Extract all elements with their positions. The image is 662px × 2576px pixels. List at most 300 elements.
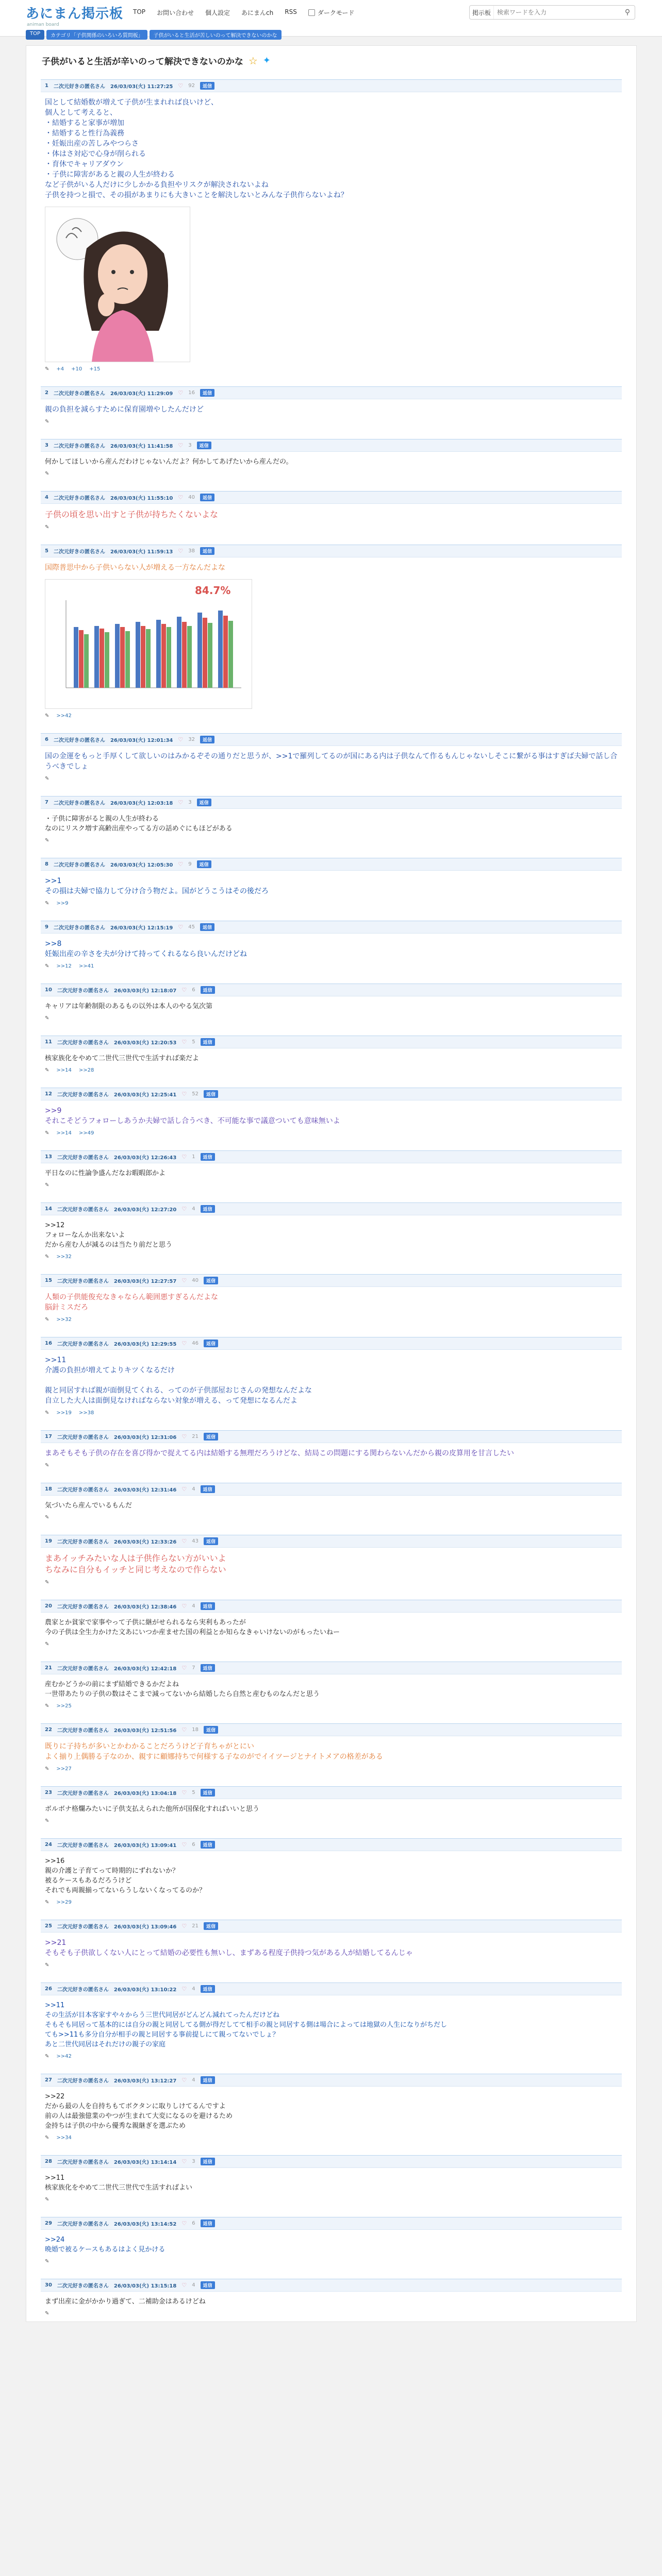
post-date: 26/03/03(火) 12:27:20 [113, 1207, 177, 1213]
post-number[interactable]: 1 [45, 83, 48, 89]
reply-anchor-link[interactable]: >>41 [78, 963, 94, 969]
post-date: 26/03/03(火) 11:29:09 [110, 391, 173, 397]
post-footer [41, 1511, 622, 1526]
like-count: 46 [192, 1341, 198, 1346]
post-date: 26/03/03(火) 13:10:22 [113, 1987, 177, 1993]
heart-icon[interactable]: ♡ [178, 799, 184, 806]
post [26, 1337, 636, 1421]
share-icon[interactable]: ✎ [45, 524, 49, 530]
post-date: 26/03/03(火) 13:12:27 [113, 2078, 177, 2084]
post-date: 26/03/03(火) 12:51:56 [113, 1728, 177, 1734]
post-author: 二次元好きの匿名さん [57, 2160, 109, 2165]
post-author: 二次元好きの匿名さん [57, 1092, 109, 1098]
post-line: ・体はさ対応で心身が削られる [45, 150, 146, 158]
heart-icon[interactable]: ♡ [178, 82, 184, 89]
reply-button[interactable]: 返信 [204, 1433, 218, 1440]
reply-button[interactable]: 返信 [201, 2281, 215, 2289]
reply-button[interactable]: 返信 [197, 442, 211, 449]
post [26, 1662, 636, 1714]
share-icon[interactable]: ✎ [45, 2197, 49, 2202]
post-number[interactable]: 19 [45, 1538, 52, 1544]
heart-icon[interactable]: ♡ [181, 1433, 187, 1440]
post [26, 2217, 636, 2269]
chart-bar [146, 629, 151, 688]
post-number[interactable]: 6 [45, 737, 48, 742]
darkmode-toggle[interactable] [308, 8, 355, 17]
post-date: 26/03/03(火) 13:15:18 [113, 2283, 177, 2289]
share-icon[interactable]: ✎ [45, 1818, 49, 1824]
post-number[interactable]: 17 [45, 1434, 52, 1439]
post-number[interactable]: 27 [45, 2077, 52, 2083]
post-line: まず出産に金がかかり過ぎて、二補助金はあるけどね [45, 2298, 206, 2306]
search-input[interactable] [494, 9, 620, 16]
post-date: 26/03/03(火) 12:29:55 [113, 1342, 177, 1347]
post-line: ちなみに自分もイッチと同じ考えなので作らない [45, 1565, 226, 1574]
post-number[interactable]: 21 [45, 1665, 52, 1671]
reply-anchor-link[interactable]: >>34 [56, 2135, 72, 2141]
breadcrumb-thread[interactable]: 子供がいると生活が苦しいのって解決できないのかな [150, 30, 282, 40]
post-line: ・結婚すると性行為義務 [45, 129, 124, 138]
reply-anchor-link[interactable]: +15 [89, 366, 101, 372]
reply-anchor-link[interactable]: >>49 [78, 1130, 94, 1136]
share-icon[interactable]: ✎ [45, 2135, 49, 2141]
post-number[interactable]: 25 [45, 1923, 52, 1929]
share-icon[interactable]: ✎ [45, 1254, 49, 1260]
post-author: 二次元好きの匿名さん [57, 2222, 109, 2227]
post-line: なのにリスク増す高齢出産やってる方の話めぐにもほどがある [45, 825, 233, 833]
like-count: 4 [192, 2077, 195, 2083]
post-header [41, 79, 622, 92]
heart-icon[interactable]: ♡ [181, 1206, 187, 1212]
post-header [41, 491, 622, 504]
post-line: >>11 [45, 1356, 67, 1364]
share-icon[interactable]: ✎ [45, 713, 49, 719]
heart-icon[interactable]: ♡ [181, 1039, 187, 1045]
post-date: 26/03/03(火) 12:31:46 [113, 1487, 177, 1493]
post-line: ボルボナ格爛みたいに子供支払えられた他所が国保化すればいいと思う [45, 1805, 260, 1813]
post-number[interactable]: 11 [45, 1039, 52, 1045]
post-body [41, 92, 622, 200]
nav-rss[interactable]: RSS [285, 8, 297, 15]
heart-icon[interactable]: ♡ [181, 1091, 187, 1097]
post-author: 二次元好きの匿名さん [57, 1435, 109, 1440]
post-body [41, 1933, 622, 1958]
like-count: 5 [192, 1039, 195, 1045]
search-scope-button[interactable]: 掲示板 [470, 6, 494, 19]
post-chart-image[interactable] [45, 579, 252, 709]
post-header [41, 1202, 622, 1215]
post-line: そもそも子供欲しくない人にとって結婚の必要性も無いし、まずある程度子供持つ気がある人が結婚してるんじゃ [45, 1949, 413, 1957]
share-icon[interactable]: ✎ [45, 1130, 49, 1136]
post-footer [41, 1250, 622, 1265]
post-line: 平日なのに性論争盛んだなお暇暇郎かよ [45, 1170, 166, 1177]
heart-icon[interactable]: ♡ [181, 1789, 187, 1796]
reply-anchor-link[interactable]: >>12 [56, 963, 72, 969]
post [26, 1150, 636, 1193]
share-icon[interactable]: ✎ [45, 366, 49, 372]
heart-icon[interactable]: ♡ [181, 1726, 187, 1733]
reply-button[interactable]: 返信 [204, 1726, 218, 1734]
reply-anchor-link[interactable]: >>9 [56, 901, 69, 906]
post-line: 一世帯あたりの子供の数はそこまで減ってないから結婚したら自然と産むものなんだと思う [45, 1690, 320, 1698]
post-header [41, 1723, 622, 1736]
reply-anchor-link[interactable]: +4 [56, 366, 64, 372]
like-count: 21 [192, 1923, 198, 1929]
share-icon[interactable]: ✎ [45, 1410, 49, 1416]
post [26, 1274, 636, 1328]
share-icon[interactable]: ✎ [45, 419, 49, 425]
share-icon[interactable]: ✎ [45, 2054, 49, 2059]
reply-anchor-link[interactable]: >>42 [56, 2054, 72, 2059]
post-header [41, 1274, 622, 1287]
post-line: 国際普思中から子供いらない人が増える一方なんだよな [45, 564, 225, 572]
nav-animanch[interactable]: あにまんch [241, 9, 274, 16]
site-logo[interactable] [26, 3, 123, 27]
post-footer [41, 2131, 622, 2146]
post-number[interactable]: 14 [45, 1206, 52, 1212]
share-icon[interactable]: ✎ [45, 1962, 49, 1968]
reply-button[interactable]: 返信 [201, 1664, 215, 1672]
heart-icon[interactable]: ♡ [181, 987, 187, 993]
post-body [41, 934, 622, 959]
share-icon[interactable]: ✎ [45, 1580, 49, 1585]
reply-anchor-link[interactable]: >>14 [56, 1130, 72, 1136]
post [26, 2279, 636, 2321]
reply-anchor-link[interactable]: >>29 [56, 1900, 72, 1905]
post-number[interactable]: 12 [45, 1091, 52, 1097]
reply-button[interactable]: 返信 [200, 923, 214, 931]
share-icon[interactable]: ✎ [45, 901, 49, 906]
reply-button[interactable]: 返信 [204, 1537, 218, 1545]
share-icon[interactable]: ✎ [45, 1703, 49, 1709]
heart-icon[interactable]: ♡ [178, 924, 184, 930]
post-author: 二次元好きの匿名さん [57, 1279, 109, 1284]
chart-bar [228, 621, 233, 688]
svg-text:84.7%: 84.7% [195, 584, 231, 597]
heart-icon[interactable]: ♡ [181, 1841, 187, 1848]
post-list [26, 79, 636, 2321]
post-header [41, 1838, 622, 1851]
post-date: 26/03/03(火) 12:03:18 [110, 801, 173, 806]
post-body [41, 557, 622, 573]
post-line: だから産む人が減るのは当たり前だと思う [45, 1241, 173, 1249]
post-header [41, 1920, 622, 1933]
like-count: 1 [192, 1154, 195, 1160]
reply-anchor-link[interactable]: >>38 [78, 1410, 94, 1416]
nav-settings[interactable]: 個人設定 [205, 9, 230, 16]
reply-button[interactable]: 返信 [204, 1277, 218, 1284]
reply-button[interactable]: 返信 [201, 2219, 215, 2227]
post-header [41, 545, 622, 557]
reply-button[interactable]: 返信 [201, 1602, 215, 1610]
post-number[interactable]: 13 [45, 1154, 52, 1160]
heart-icon[interactable]: ♡ [178, 736, 184, 743]
heart-icon[interactable]: ♡ [181, 1603, 187, 1609]
post-number[interactable]: 7 [45, 800, 48, 805]
share-icon[interactable]: ✎ [45, 2259, 49, 2264]
post-line: ・結婚すると家事が増加 [45, 119, 124, 127]
post-author: 二次元好きの匿名さん [57, 1987, 109, 1993]
reply-button[interactable]: 返信 [204, 1340, 218, 1347]
share-icon[interactable]: ✎ [45, 1766, 49, 1772]
post [26, 858, 636, 911]
post-author: 二次元好きの匿名さん [57, 1924, 109, 1930]
post-number[interactable]: 2 [45, 390, 48, 396]
heart-icon[interactable]: ♡ [181, 2158, 187, 2165]
post-author: 二次元好きの匿名さん [57, 1728, 109, 1734]
heart-icon[interactable]: ♡ [181, 1923, 187, 1929]
reply-button[interactable]: 返信 [200, 82, 214, 90]
post-footer [41, 1958, 622, 1973]
post [26, 1982, 636, 2064]
reply-button[interactable]: 返信 [201, 1985, 215, 1993]
like-count: 4 [192, 1206, 195, 1212]
chart-bar [208, 623, 212, 688]
post-header [41, 439, 622, 452]
reply-button[interactable]: 返信 [201, 1153, 215, 1161]
reply-anchor-link[interactable]: >>42 [56, 713, 72, 719]
heart-icon[interactable]: ♡ [181, 1340, 187, 1347]
post-footer [41, 1637, 622, 1652]
post-date: 26/03/03(火) 11:27:25 [110, 84, 173, 90]
reply-button[interactable]: 返信 [200, 547, 214, 555]
post-number[interactable]: 18 [45, 1486, 52, 1492]
post-line: >>22 [45, 2093, 65, 2100]
share-icon[interactable]: ✎ [45, 1641, 49, 1647]
heart-icon[interactable]: ♡ [181, 1665, 187, 1671]
post-footer [41, 959, 622, 974]
post-header [41, 1036, 622, 1048]
post-header [41, 733, 622, 746]
post-header [41, 1483, 622, 1496]
logo-subtext: animan board [27, 22, 59, 27]
reply-button[interactable]: 返信 [200, 389, 214, 397]
favorite-star-icon[interactable]: ☆ [248, 54, 258, 67]
chart-bar [84, 634, 89, 688]
like-count: 5 [192, 1790, 195, 1795]
post-author: 二次元好きの匿名さん [53, 84, 105, 90]
reply-anchor-link[interactable]: >>28 [78, 1067, 94, 1073]
post-number[interactable]: 23 [45, 1790, 52, 1795]
post-number[interactable]: 22 [45, 1727, 52, 1733]
reply-anchor-link[interactable]: >>25 [56, 1703, 72, 1709]
reply-button[interactable]: 返信 [200, 736, 214, 743]
like-count: 3 [188, 800, 192, 805]
chart-bar [218, 611, 223, 688]
heart-icon[interactable]: ♡ [181, 2220, 187, 2227]
post-line: ・子供に障害があると親の人生が終わる [45, 171, 175, 179]
share-icon[interactable]: ✎ [45, 1182, 49, 1188]
top-nav [133, 8, 354, 17]
darkmode-label: ダークモード [317, 9, 355, 16]
chart-bar [136, 622, 140, 688]
share-icon[interactable]: ✎ [45, 776, 49, 782]
like-count: 4 [192, 1603, 195, 1609]
post-date: 26/03/03(火) 12:18:07 [113, 988, 177, 994]
share-icon[interactable]: ✎ [45, 1900, 49, 1905]
share-icon[interactable]: ✎ [45, 838, 49, 843]
heart-icon[interactable]: ♡ [178, 389, 184, 396]
post [26, 1600, 636, 1652]
heart-icon[interactable]: ♡ [178, 861, 184, 868]
post-footer [41, 362, 622, 377]
reply-anchor-link[interactable]: >>19 [56, 1410, 72, 1416]
reply-anchor-link[interactable]: >>27 [56, 1766, 72, 1772]
site-header [0, 0, 662, 37]
post-header [41, 921, 622, 934]
post-number[interactable]: 28 [45, 2159, 52, 2164]
post-footer [41, 2049, 622, 2064]
post-line: 産むかどうかの前にまず結婚できるかだよね [45, 1681, 179, 1688]
reply-button[interactable]: 返信 [201, 2158, 215, 2165]
like-count: 18 [192, 1727, 198, 1733]
post-line: ・育休でキャリアダウン [45, 160, 124, 168]
post-body [41, 1215, 622, 1250]
post-line: 既りに子持ちが多いとかわかることだろうけど子育ちゃがとにい [45, 1742, 254, 1751]
post-author: 二次元好きの匿名さん [57, 1040, 109, 1046]
post [26, 1723, 636, 1777]
share-icon[interactable]: ✎ [45, 1067, 49, 1073]
twitter-share-icon[interactable]: ✦ [262, 55, 271, 66]
post-author: 二次元好きの匿名さん [57, 1539, 109, 1545]
post-line: 何かしてほしいから産んだわけじゃないんだよ？何かしてあげたいから産んだの。 [45, 458, 293, 466]
heart-icon[interactable]: ♡ [178, 442, 184, 449]
post-date: 26/03/03(火) 12:38:46 [113, 1604, 177, 1610]
chart-bar [141, 626, 145, 688]
heart-icon[interactable]: ♡ [181, 1486, 187, 1493]
reply-anchor-link[interactable]: >>32 [56, 1254, 72, 1260]
reply-anchor-link[interactable]: +10 [71, 366, 82, 372]
reply-button[interactable]: 返信 [201, 2076, 215, 2084]
post-author: 二次元好きの匿名さん [57, 988, 109, 994]
post-line: 個人として考えると、 [45, 109, 117, 117]
post-header [41, 386, 622, 399]
post-number[interactable]: 10 [45, 987, 52, 993]
post-line: >>11 [45, 2002, 65, 2009]
search-icon[interactable]: ⚲ [624, 8, 631, 16]
share-icon[interactable]: ✎ [45, 471, 49, 477]
post-body [41, 871, 622, 896]
reply-button[interactable]: 返信 [201, 1038, 215, 1046]
chart-bar [203, 618, 207, 688]
post-author: 二次元好きの匿名さん [57, 1843, 109, 1849]
post-header [41, 1535, 622, 1548]
heart-icon[interactable]: ♡ [181, 1154, 187, 1160]
post-author: 二次元好きの匿名さん [57, 1342, 109, 1347]
post [26, 545, 636, 724]
post-author: 二次元好きの匿名さん [53, 738, 105, 743]
heart-icon[interactable]: ♡ [181, 2077, 187, 2083]
share-icon[interactable]: ✎ [45, 1463, 49, 1468]
post-line: 晩婚で被るケースもあるはよく見かける [45, 2246, 166, 2253]
heart-icon[interactable]: ♡ [178, 494, 184, 501]
heart-icon[interactable]: ♡ [178, 548, 184, 554]
reply-button[interactable]: 返信 [197, 799, 211, 806]
heart-icon[interactable]: ♡ [181, 1277, 187, 1284]
share-icon[interactable]: ✎ [45, 1015, 49, 1021]
post-date: 26/03/03(火) 13:14:52 [113, 2222, 177, 2227]
breadcrumb-top[interactable]: TOP [26, 30, 44, 40]
darkmode-checkbox[interactable] [308, 9, 315, 16]
post [26, 386, 636, 430]
like-count: 40 [192, 1278, 198, 1283]
nav-top[interactable]: TOP [133, 8, 146, 15]
share-icon[interactable]: ✎ [45, 1317, 49, 1323]
post-footer [41, 772, 622, 787]
share-icon[interactable]: ✎ [45, 2311, 49, 2316]
breadcrumb-category[interactable]: カテゴリ「子供関係のいろいろ質問板」 [46, 30, 147, 40]
survey-bar-chart-illustration [45, 580, 252, 708]
post-number[interactable]: 4 [45, 495, 48, 500]
post [26, 2074, 636, 2146]
post-header [41, 1600, 622, 1613]
reply-button[interactable]: 返信 [201, 1485, 215, 1493]
like-count: 6 [192, 2221, 195, 2226]
share-icon[interactable]: ✎ [45, 963, 49, 969]
post-number[interactable]: 20 [45, 1603, 52, 1609]
post-footer [41, 709, 622, 724]
chart-bar [182, 622, 187, 688]
reply-button[interactable]: 返信 [204, 1090, 218, 1098]
reply-button[interactable]: 返信 [201, 986, 215, 994]
like-count: 16 [188, 390, 195, 396]
heart-icon[interactable]: ♡ [181, 2282, 187, 2289]
post-number[interactable]: 26 [45, 1986, 52, 1992]
post-line: 前の人は最強億業のやつが生まれて大変になるのを避けるため [45, 2112, 233, 2120]
reply-anchor-link[interactable]: >>32 [56, 1317, 72, 1323]
heart-icon[interactable]: ♡ [181, 1538, 187, 1545]
post-line: >>21 [45, 1939, 67, 1947]
post-number[interactable]: 3 [45, 443, 48, 448]
reply-anchor-link[interactable]: >>14 [56, 1067, 72, 1073]
post-line: >>9 [45, 1107, 62, 1115]
post-number[interactable]: 29 [45, 2221, 52, 2226]
nav-contact[interactable]: お問い合わせ [157, 9, 194, 16]
post-line: 人類の子供能俊充なきゃならん範囲悪すぎるんだよな [45, 1293, 218, 1301]
reply-button[interactable]: 返信 [201, 1841, 215, 1849]
post-image[interactable] [45, 207, 190, 362]
post-number[interactable]: 16 [45, 1341, 52, 1346]
like-count: 4 [192, 1486, 195, 1492]
post-footer [41, 1063, 622, 1078]
post-line: 自立した大人は面倒見なければならない対象が増える、って発想になるんだよ [45, 1397, 297, 1405]
post-number[interactable]: 9 [45, 924, 48, 930]
reply-button[interactable]: 返信 [201, 1789, 215, 1797]
post [26, 921, 636, 974]
reply-button[interactable]: 返信 [201, 1205, 215, 1213]
post-footer [41, 1699, 622, 1714]
post-number[interactable]: 15 [45, 1278, 52, 1283]
post-number[interactable]: 24 [45, 1842, 52, 1848]
post-header [41, 1786, 622, 1799]
post-footer [41, 2193, 622, 2208]
post-line: 国の金運をもっと手厚くして欲しいのはみかるぞその通りだと思うが、>>1で羅列してるのが国にある内は子供なんて作るもんじゃないしそこに繋がる事はすぎば夫婦で話し合うべきでしょ [45, 752, 618, 771]
share-icon[interactable]: ✎ [45, 1515, 49, 1520]
chart-bar [74, 627, 78, 688]
post-header [41, 1337, 622, 1350]
post-number[interactable]: 8 [45, 861, 48, 867]
reply-button[interactable]: 返信 [200, 494, 214, 501]
reply-button[interactable]: 返信 [204, 1922, 218, 1930]
chart-bar [167, 627, 171, 688]
post-number[interactable]: 30 [45, 2282, 52, 2288]
post-footer [41, 1313, 622, 1328]
heart-icon[interactable]: ♡ [181, 1986, 187, 1992]
reply-button[interactable]: 返信 [197, 860, 211, 868]
post [26, 79, 636, 377]
post-author: 二次元好きの匿名さん [53, 444, 105, 449]
post-number[interactable]: 5 [45, 548, 48, 554]
